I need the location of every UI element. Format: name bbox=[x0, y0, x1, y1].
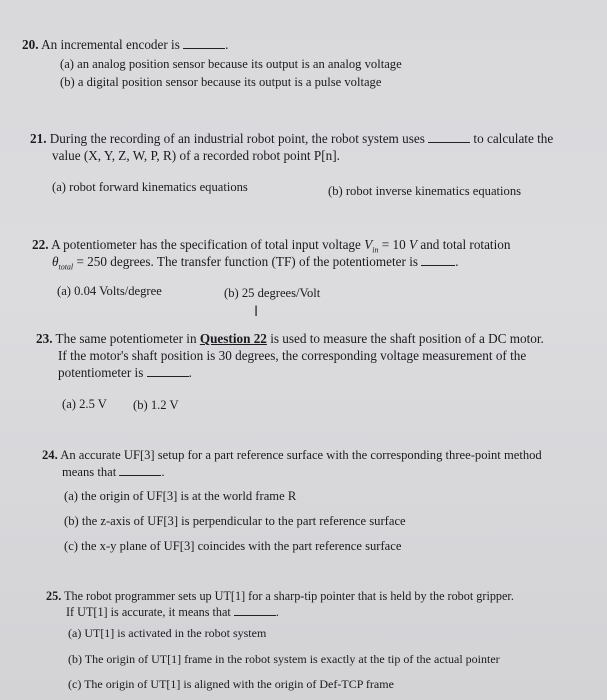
q22-option-a: (a) 0.04 Volts/degree bbox=[57, 284, 162, 298]
q24-option-a: (a) the origin of UF[3] is at the world frame R bbox=[64, 489, 297, 503]
q24-option-b: (b) the z-axis of UF[3] is perpendicular to the part reference surface bbox=[64, 514, 406, 528]
question-20: 20. An incremental encoder is . bbox=[22, 37, 229, 52]
answer-blank bbox=[147, 364, 189, 377]
q21-option-a: (a) robot forward kinematics equations bbox=[52, 180, 248, 194]
question-23: 23. The same potentiometer in Question 22 is used to measure the shaft position of a DC motor. bbox=[36, 331, 544, 346]
q25-option-b: (b) The origin of UT[1] frame in the robot system is exactly at the tip of the actual pointer bbox=[68, 652, 500, 666]
answer-blank bbox=[234, 603, 276, 616]
question-23-line3: potentiometer is . bbox=[58, 365, 192, 380]
answer-blank bbox=[421, 253, 455, 266]
q25-option-c: (c) The origin of UT[1] is aligned with the origin of Def-TCP frame bbox=[68, 677, 394, 691]
text-cursor-icon: I bbox=[254, 304, 259, 320]
q24-option-c: (c) the x-y plane of UF[3] coincides with the part reference surface bbox=[64, 539, 402, 553]
answer-blank bbox=[183, 36, 225, 49]
question-reference: Question 22 bbox=[199, 331, 267, 346]
q23-option-a: (a) 2.5 V bbox=[62, 397, 107, 411]
question-22-line2: $\theta_{total} = 250$ degrees. The transfer function (TF) of the potentiometer is . bbox=[52, 254, 459, 272]
question-24: 24. An accurate UF[3] setup for a part reference surface with the corresponding three-point method bbox=[42, 448, 542, 462]
q23-option-b: (b) 1.2 V bbox=[133, 398, 179, 412]
question-21: 21. During the recording of an industrial robot point, the robot system uses to calculate the bbox=[30, 131, 554, 146]
q22-option-b: (b) 25 degrees/Volt bbox=[224, 286, 321, 300]
answer-blank bbox=[428, 130, 470, 143]
q25-option-a: (a) UT[1] is activated in the robot system bbox=[68, 626, 267, 640]
question-22: 22. A potentiometer has the specification of total input voltage $V_{in} = 10$ V and total rotation bbox=[32, 237, 511, 255]
answer-blank bbox=[119, 463, 161, 476]
question-21-line2: value (X, Y, Z, W, P, R) of a recorded robot point P[n]. bbox=[52, 148, 340, 163]
question-25: 25. The robot programmer sets up UT[1] for a sharp-tip pointer that is held by the robot gripper. bbox=[46, 589, 514, 603]
q20-option-a: (a) an analog position sensor because its output is an analog voltage bbox=[60, 57, 402, 71]
question-23-line2: If the motor's shaft position is 30 degrees, the corresponding voltage measurement of the bbox=[58, 348, 527, 363]
question-25-line2: If UT[1] is accurate, it means that . bbox=[66, 605, 279, 619]
question-24-line2: means that . bbox=[62, 465, 165, 479]
q20-option-b: (b) a digital position sensor because its output is a pulse voltage bbox=[60, 75, 382, 89]
q21-option-b: (b) robot inverse kinematics equations bbox=[328, 184, 522, 198]
